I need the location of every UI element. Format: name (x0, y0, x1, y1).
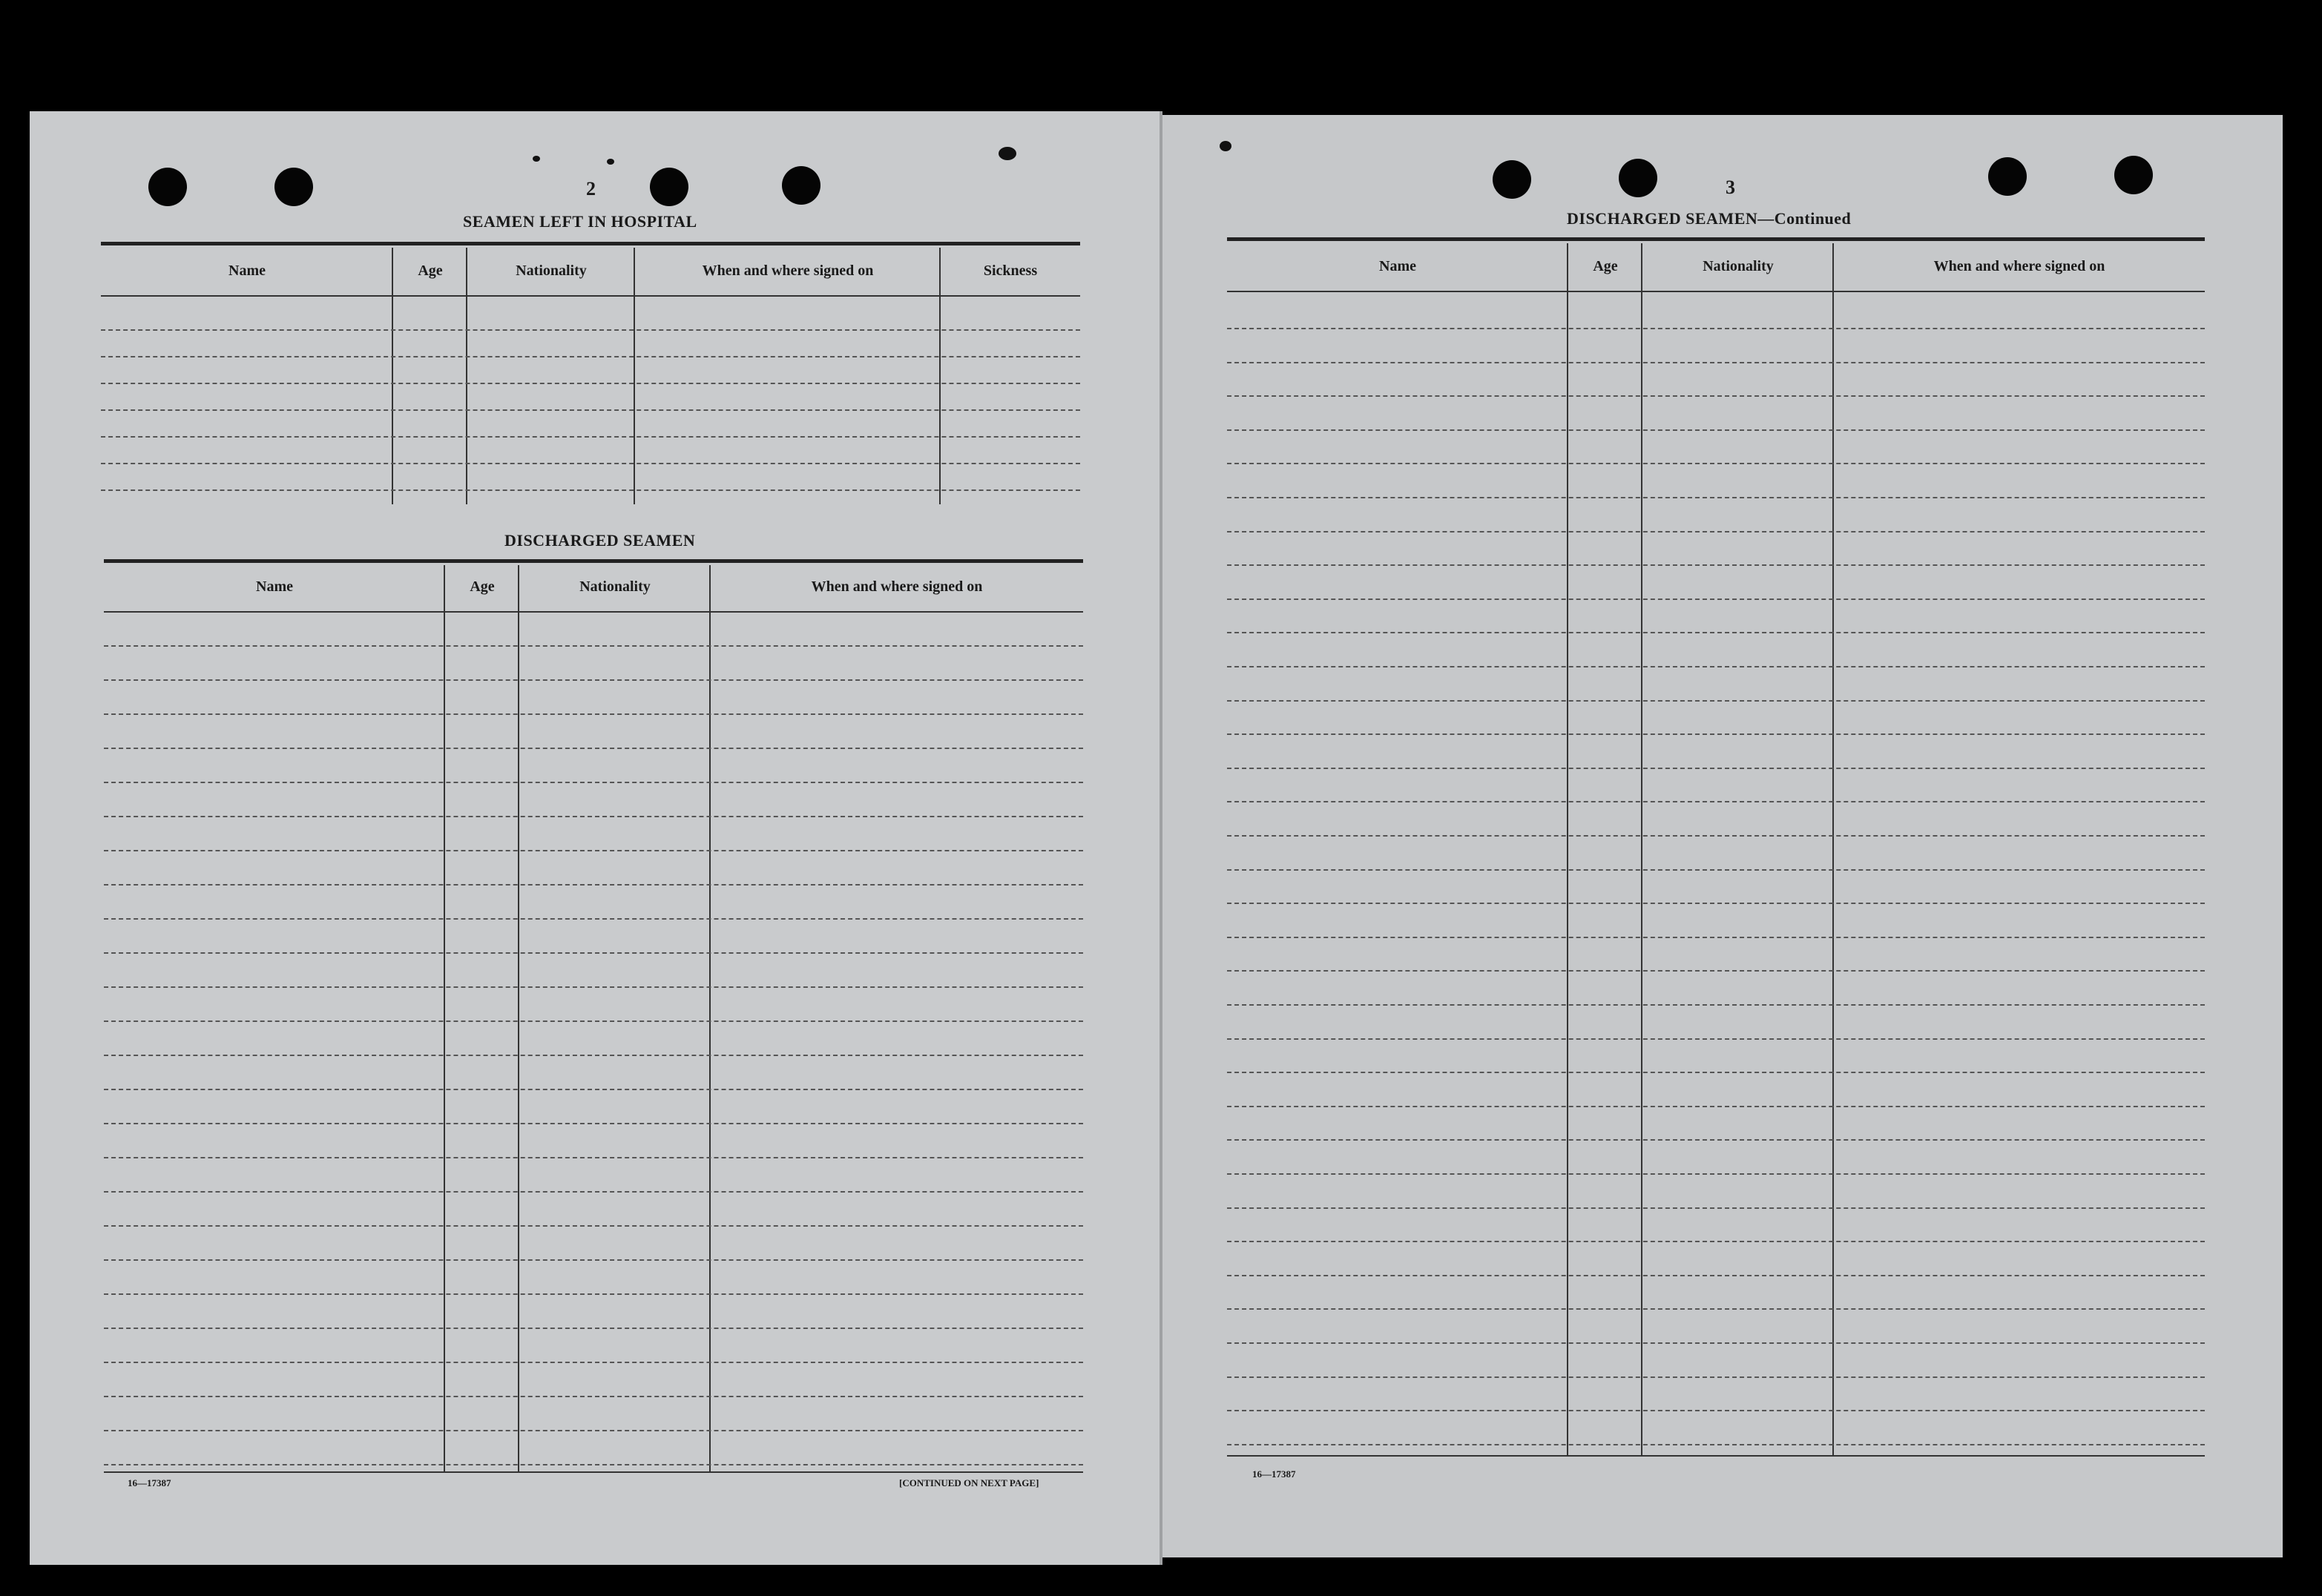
table-row (1227, 429, 2205, 431)
ink-spot (999, 147, 1016, 160)
table-row (1227, 1139, 2205, 1141)
col-header-age: Age (418, 263, 443, 279)
page-fold (1160, 111, 1162, 1565)
table-row (104, 1020, 1083, 1022)
punch-hole (148, 168, 187, 206)
col-header-nationality: Nationality (579, 578, 651, 595)
table-row (104, 918, 1083, 920)
table-row (1227, 869, 2205, 871)
table-row (104, 1396, 1083, 1397)
table-row (101, 329, 1080, 331)
table-row (1227, 835, 2205, 837)
table-row (1227, 1275, 2205, 1276)
table-row (1227, 1038, 2205, 1040)
table-row (1227, 666, 2205, 667)
col-header-name: Name (256, 578, 293, 595)
table-row (104, 986, 1083, 988)
table-row (1227, 463, 2205, 464)
ink-spot (533, 156, 540, 162)
page-number: 2 (586, 178, 596, 200)
table-row (104, 1157, 1083, 1158)
table-row (1227, 1376, 2205, 1378)
discharged-continued-table (1227, 237, 2205, 1457)
table-row (1227, 733, 2205, 735)
discharged-section-title: DISCHARGED SEAMEN (504, 531, 696, 550)
ink-spot (607, 159, 614, 165)
page-number: 3 (1726, 177, 1735, 198)
table-row (104, 816, 1083, 817)
table-row (101, 409, 1080, 411)
table-row (104, 713, 1083, 715)
table-row (1227, 801, 2205, 802)
table-row (1227, 1173, 2205, 1175)
col-header-sickness: Sickness (983, 263, 1038, 279)
table-row (1227, 598, 2205, 600)
table-row (104, 884, 1083, 886)
table-row (1227, 1106, 2205, 1107)
hospital-section-title: SEAMEN LEFT IN HOSPITAL (463, 212, 697, 231)
table-row (104, 1430, 1083, 1431)
table-row (1227, 1342, 2205, 1344)
table-row (104, 1464, 1083, 1465)
punch-hole (1619, 159, 1657, 197)
table-row (104, 645, 1083, 647)
punch-hole (782, 166, 820, 205)
punch-hole (2114, 156, 2153, 194)
table-row (1227, 1444, 2205, 1445)
table-row (1227, 531, 2205, 532)
table-row (104, 1328, 1083, 1329)
table-row (104, 782, 1083, 783)
col-header-nationality: Nationality (1703, 258, 1774, 274)
table-row (1227, 564, 2205, 566)
table-row (104, 679, 1083, 681)
table-row (1227, 700, 2205, 702)
table-row (1227, 1410, 2205, 1411)
table-row (1227, 362, 2205, 363)
discharged-table (104, 559, 1083, 1473)
col-header-age: Age (470, 578, 495, 595)
table-row (101, 356, 1080, 357)
table-row (101, 463, 1080, 464)
table-row (104, 748, 1083, 749)
col-header-signed-on: When and where signed on (811, 578, 983, 595)
ink-spot (1220, 141, 1231, 151)
table-row (101, 436, 1080, 438)
punch-hole (650, 168, 688, 206)
table-row (104, 1293, 1083, 1295)
col-header-signed-on: When and where signed on (702, 263, 874, 279)
table-row (104, 1055, 1083, 1056)
table-row (104, 1191, 1083, 1193)
table-row (1227, 937, 2205, 938)
table-row (1227, 1072, 2205, 1073)
punch-hole (1988, 157, 2027, 196)
table-row (1227, 632, 2205, 633)
table-row (1227, 1241, 2205, 1242)
col-header-name: Name (228, 263, 266, 279)
col-header-nationality: Nationality (516, 263, 587, 279)
punch-hole (1493, 160, 1531, 199)
table-row (104, 1089, 1083, 1090)
col-header-signed-on: When and where signed on (1933, 258, 2105, 274)
table-row (1227, 1207, 2205, 1209)
table-row (101, 383, 1080, 384)
table-row (1227, 395, 2205, 397)
table-row (1227, 768, 2205, 769)
table-row (104, 1259, 1083, 1261)
table-row (1227, 497, 2205, 498)
table-row (1227, 970, 2205, 972)
table-row (104, 850, 1083, 851)
form-number: 16—17387 (1252, 1468, 1296, 1480)
table-row (1227, 1004, 2205, 1006)
table-row (104, 1362, 1083, 1363)
continued-note: [CONTINUED ON NEXT PAGE] (899, 1477, 1039, 1488)
col-header-name: Name (1379, 258, 1416, 274)
table-row (104, 1225, 1083, 1227)
discharged-continued-title: DISCHARGED SEAMEN—Continued (1567, 209, 1852, 228)
punch-hole (274, 168, 313, 206)
table-row (1227, 328, 2205, 329)
table-row (1227, 1308, 2205, 1310)
hospital-table (101, 242, 1080, 506)
table-row (104, 1123, 1083, 1124)
table-row (1227, 903, 2205, 904)
table-row (101, 489, 1080, 491)
col-header-age: Age (1593, 258, 1618, 274)
form-number: 16—17387 (128, 1477, 171, 1488)
table-row (104, 952, 1083, 954)
